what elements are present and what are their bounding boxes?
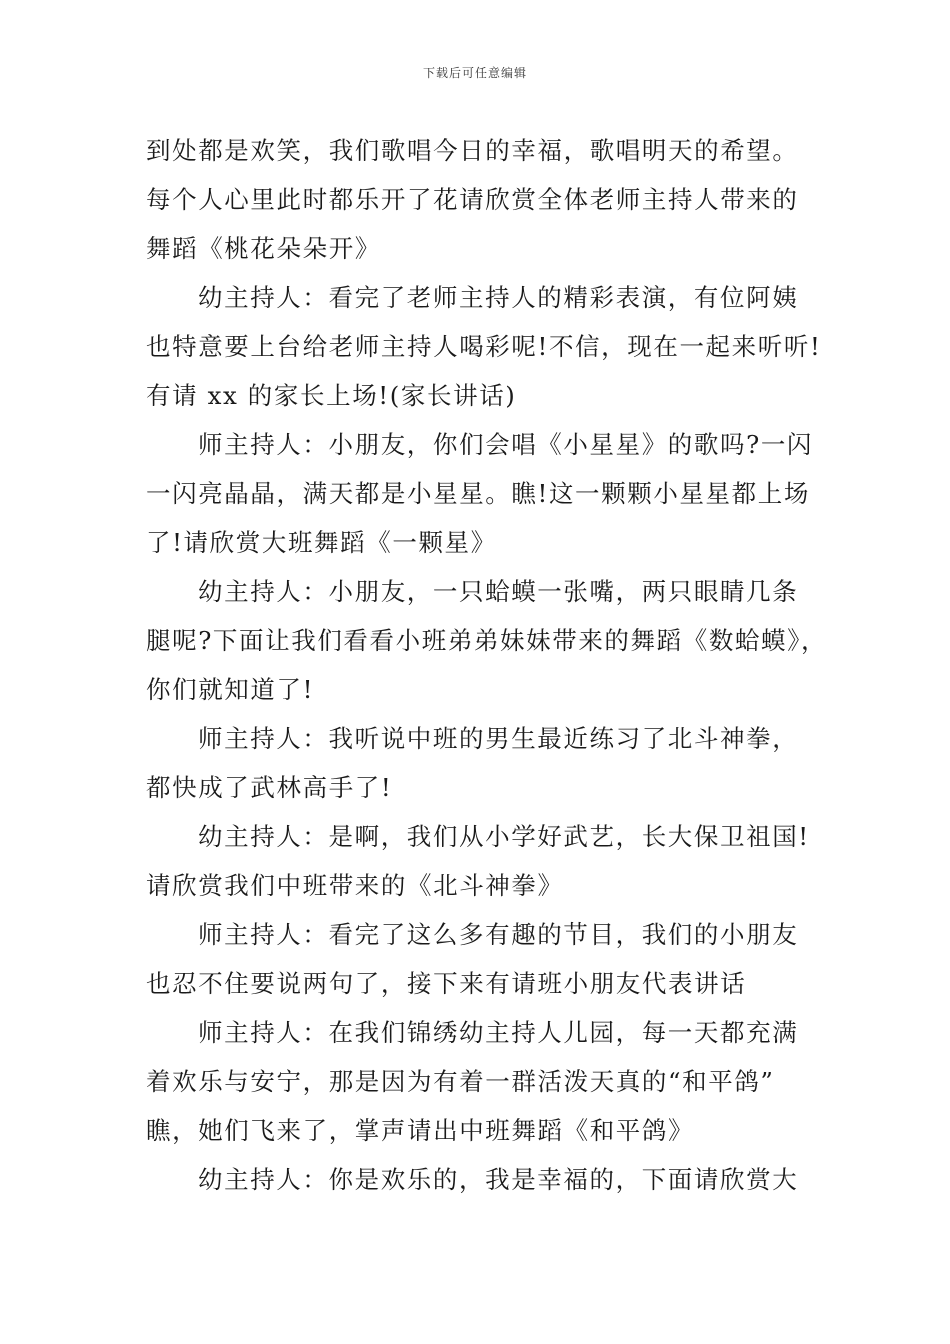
text-line: 师主持人：小朋友，你们会唱《小星星》的歌吗?一闪 xyxy=(198,430,814,459)
text-line: 你们就知道了! xyxy=(146,675,315,704)
text-line: 也特意要上台给老师主持人喝彩呢!不信，现在一起来听听! xyxy=(146,332,822,361)
text-line: 每个人心里此时都乐开了花请欣赏全体老师主持人带来的 xyxy=(146,185,799,214)
text-line: 瞧，她们飞来了，掌声请出中班舞蹈《和平鸽》 xyxy=(146,1116,695,1145)
text-line: 了!请欣赏大班舞蹈《一颗星》 xyxy=(146,528,497,557)
text-line: 请欣赏我们中班带来的《北斗神拳》 xyxy=(146,871,564,900)
page-header: 下载后可任意编辑 xyxy=(422,66,527,80)
text-line: 幼主持人：是啊，我们从小学好武艺，长大保卫祖国! xyxy=(198,822,810,851)
text-line: 着欢乐与安宁，那是因为有着一群活泼天真的“和平鸽” xyxy=(146,1067,775,1096)
text-line: 幼主持人：小朋友，一只蛤蟆一张嘴，两只眼睛几条 xyxy=(198,577,799,606)
text-line: 也忍不住要说两句了，接下来有请班小朋友代表讲话 xyxy=(146,969,747,998)
text-line: 一闪亮晶晶，满天都是小星星。瞧!这一颗颗小星星都上场 xyxy=(146,479,810,508)
text-line: 师主持人：看完了这么多有趣的节目，我们的小朋友 xyxy=(198,920,799,949)
text-line: 师主持人：在我们锦绣幼主持人儿园，每一天都充满 xyxy=(198,1018,799,1047)
text-line: 舞蹈《桃花朵朵开》 xyxy=(146,234,381,263)
document-body xyxy=(146,126,828,1204)
text-line: 都快成了武林高手了! xyxy=(146,773,393,802)
text-line: 幼主持人：看完了老师主持人的精彩表演，有位阿姨 xyxy=(198,283,799,312)
text-line: 有请 xx 的家长上场!(家长讲话) xyxy=(146,381,517,410)
text-line: 腿呢?下面让我们看看小班弟弟妹妹带来的舞蹈《数蛤蟆》， xyxy=(146,626,828,655)
text-line: 师主持人：我听说中班的男生最近练习了北斗神拳， xyxy=(198,724,799,753)
text-line: 幼主持人：你是欢乐的，我是幸福的，下面请欣赏大 xyxy=(198,1165,799,1194)
text-line: 到处都是欢笑，我们歌唱今日的幸福，歌唱明天的希望。 xyxy=(146,136,799,165)
